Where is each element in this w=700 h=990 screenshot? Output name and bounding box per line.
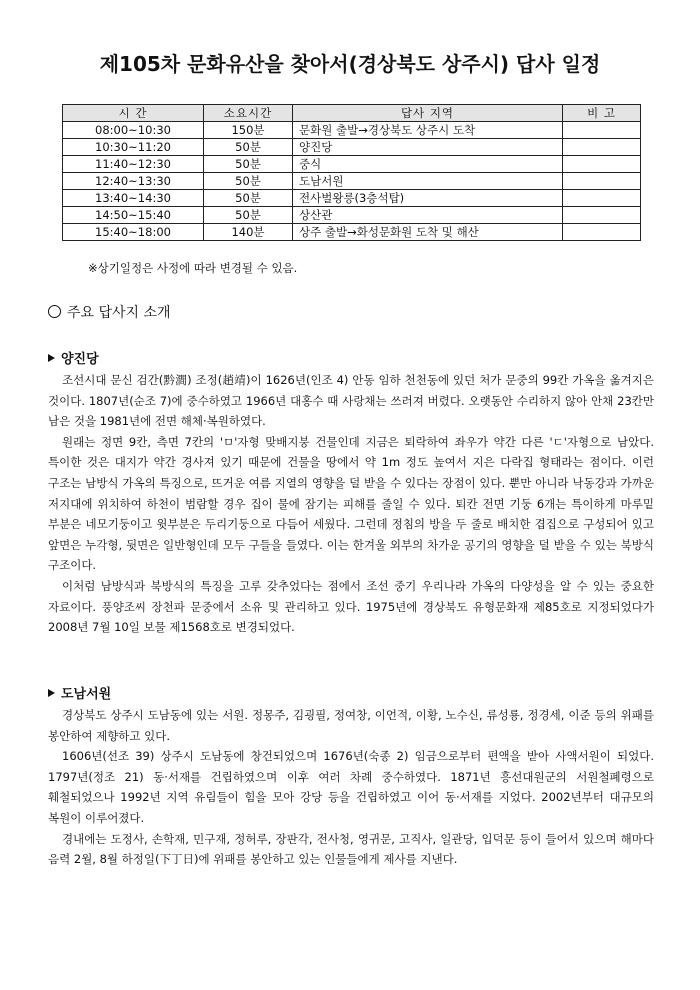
schedule-header-row (63, 105, 641, 122)
cell-duration: 50분 (204, 207, 293, 224)
site-donamseowon (48, 683, 654, 870)
site-paragraph: 경상북도 상주시 도남동에 있는 서원. 정몽주, 김굉필, 정여창, 이언적, 이황, 노수신, 류성룡, 정경세, 이준 등의 위패를 봉안하여 제향하고 있다. (48, 708, 654, 743)
cell-note (563, 190, 641, 207)
site-paragraph: 1606년(선조 39) 상주시 도남동에 창건되었으며 1676년(숙종 2) 임금으로부터 편액을 받아 사액서원이 되었다. 1797년(정조 21) 동·서재를 건립하였으며 이후 여러 차례 중수하였다. 1871년 흥선대원군의 서원철폐령으로 훼철되었으나 1992년 지역 유림들이 힘을 모아 강당 등을 건립하였고 이어 동·서재를 지었다. 2002년부터 대규모의 복원이 이루어졌다. (48, 749, 654, 825)
table-row (63, 122, 641, 139)
triangle-bullet-icon (48, 354, 55, 362)
section-heading-text: 주요 답사지 소개 (67, 305, 171, 321)
cell-time: 13:40~14:30 (63, 190, 204, 207)
header-duration: 소요시간 (204, 105, 293, 122)
table-row (63, 224, 641, 241)
schedule-footnote: ※상기일정은 사정에 따라 변경될 수 있음. (88, 261, 298, 275)
cell-time: 14:50~15:40 (63, 207, 204, 224)
cell-note (563, 207, 641, 224)
cell-duration: 150분 (204, 122, 293, 139)
table-row (63, 207, 641, 224)
cell-place: 문화원 출발→경상북도 상주시 도착 (293, 122, 563, 139)
site-title (48, 683, 654, 702)
site-paragraph: 이처럼 남방식과 북방식의 특징을 고루 갖추었다는 점에서 조선 중기 우리나라 가옥의 다양성을 알 수 있는 중요한 자료이다. 풍양조씨 장천파 문중에서 소유 및 관리하고 있다. 1975년에 경상북도 유형문화재 제85호로 지정되었다가 2008년 7월 10일 보물 제1568호로 변경되었다. (48, 578, 654, 635)
cell-place: 전사벌왕릉(3층석탑) (293, 190, 563, 207)
site-paragraph: 경내에는 도정사, 손학재, 민구재, 정허루, 장판각, 전사청, 영귀문, 고직사, 일관당, 입덕문 등이 들어서 있으며 해마다 음력 2월, 8월 하정일(下丁日)에 위패를 봉안하고 있는 인물들에게 제사를 지낸다. (48, 831, 654, 867)
cell-duration: 140분 (204, 224, 293, 241)
header-time: 시 간 (63, 105, 204, 122)
cell-duration: 50분 (204, 173, 293, 190)
cell-note (563, 122, 641, 139)
table-row (63, 139, 641, 156)
cell-place: 양진당 (293, 139, 563, 156)
cell-place: 상산관 (293, 207, 563, 224)
cell-duration: 50분 (204, 190, 293, 207)
cell-time: 08:00~10:30 (63, 122, 204, 139)
cell-place: 도남서원 (293, 173, 563, 190)
cell-duration: 50분 (204, 156, 293, 173)
cell-note (563, 139, 641, 156)
cell-note (563, 224, 641, 241)
page-title: 제105차 문화유산을 찾아서(경상북도 상주시) 답사 일정 (99, 52, 601, 76)
table-row (63, 190, 641, 207)
cell-place: 중식 (293, 156, 563, 173)
cell-note (563, 156, 641, 173)
site-name: 양진당 (61, 352, 99, 367)
cell-time: 12:40~13:30 (63, 173, 204, 190)
table-row (63, 156, 641, 173)
cell-note (563, 173, 641, 190)
cell-place: 상주 출발→화성문화원 도착 및 해산 (293, 224, 563, 241)
cell-time: 15:40~18:00 (63, 224, 204, 241)
table-row (63, 173, 641, 190)
cell-time: 11:40~12:30 (63, 156, 204, 173)
section-heading (48, 302, 171, 322)
site-paragraph: 원래는 정면 9칸, 측면 7칸의 'ㅁ'자형 맞배지붕 건물인데 지금은 퇴락하여 좌우가 약간 다른 'ㄷ'자형으로 남았다. 특이한 것은 대지가 약간 경사져 있기 때문에 건물을 땅에서 약 1m 정도 높여서 지은 다락집 형태라는 점이다. 이런 구조는 남방식 가옥의 특징으로, 뜨거운 여름 지열의 영향을 덜 받을 수 있다는 장점이 있다. 뿐만 아니라 낙동강과 가까운 저지대에 위치하여 하천이 범람할 경우 집이 물에 잠기는 피해를 줄일 수 있다. 퇴칸 전면 기둥 6개는 특이하게 마루밑 부분은 네모기둥이고 윗부분은 두리기둥으로 다듬어 세웠다. 그런데 정침의 방을 두 줄로 배치한 겹집으로 구성되어 있고 앞면은 누각형, 뒷면은 일반형인데 모두 구들을 들였다. 이는 한겨울 외부의 차가운 공기의 영향을 덜 받을 수 있는 북방식 구조이다. (48, 434, 655, 573)
triangle-bullet-icon (48, 689, 55, 697)
header-note: 비 고 (563, 105, 641, 122)
site-yangjindang (48, 348, 654, 638)
site-title (48, 348, 654, 367)
schedule-table (62, 104, 641, 241)
circle-bullet-icon (48, 305, 61, 318)
header-place: 답사 지역 (293, 105, 563, 122)
cell-time: 10:30~11:20 (63, 139, 204, 156)
site-paragraph: 조선시대 문신 검간(黔澗) 조정(趙靖)이 1626년(인조 4) 안동 임하 천천동에 있던 처가 문중의 99칸 가옥을 옮겨지은 것이다. 1807년(순조 7)에 중수하였고 1966년 대홍수 때 사랑채는 쓰러져 버렸다. 오랫동안 수리하지 않아 안채 23칸만 남은 것을 1981년에 전면 해체·복원하였다. (48, 373, 654, 429)
cell-duration: 50분 (204, 139, 293, 156)
site-name: 도남서원 (61, 687, 112, 702)
